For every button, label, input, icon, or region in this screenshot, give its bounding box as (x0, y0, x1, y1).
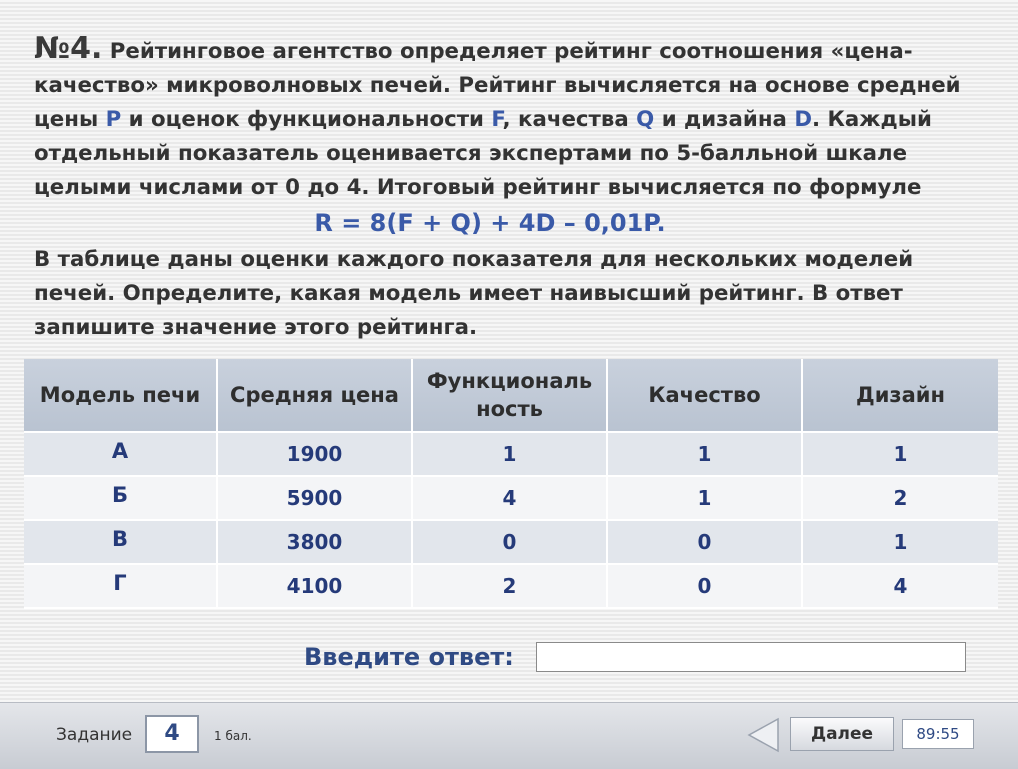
table-cell-model: В (24, 521, 218, 565)
table-cell-functionality: 4 (413, 477, 608, 521)
task-description (34, 32, 984, 345)
table-cell-model: Г (24, 565, 218, 609)
task-text-part: и оценок функциональности (121, 107, 492, 132)
table-header-row (24, 359, 998, 433)
table-cell-model: Б (24, 477, 218, 521)
column-header-price: Средняя цена (218, 359, 413, 433)
table-cell-quality: 1 (608, 477, 803, 521)
table-cell-quality: 0 (608, 521, 803, 565)
task-number-box: 4 (145, 715, 199, 753)
table-cell-quality: 1 (608, 433, 803, 477)
table-cell-design: 1 (803, 433, 998, 477)
points-label: 1 бал. (214, 729, 252, 743)
table-cell-design: 2 (803, 477, 998, 521)
task-text-part: и дизайна (654, 107, 795, 132)
back-arrow-icon[interactable] (746, 717, 780, 753)
column-header-model: Модель печи (24, 359, 218, 433)
variable-f: F (491, 107, 503, 132)
variable-d: D (794, 107, 813, 132)
task-label: Задание (56, 725, 133, 745)
table-cell-functionality: 1 (413, 433, 608, 477)
table-cell-design: 4 (803, 565, 998, 609)
task-text-part: Рейтинговое агентство определяет рейтинг соотношения «цена-качество» микроволновых печей. Рейтинг вычисляется на основе средней цены (34, 39, 961, 132)
column-header-functionality: Функциональ ность (413, 359, 608, 433)
column-header-quality: Качество (608, 359, 803, 433)
timer: 89:55 (902, 719, 974, 749)
table-row (24, 565, 998, 609)
answer-input[interactable] (536, 642, 966, 672)
table-row (24, 521, 998, 565)
column-header-design: Дизайн (803, 359, 998, 433)
variable-q: Q (636, 107, 655, 132)
table-cell-price: 3800 (218, 521, 413, 565)
answer-label: Введите ответ: (304, 643, 514, 671)
table-row (24, 477, 998, 521)
table-cell-price: 5900 (218, 477, 413, 521)
table-cell-model: А (24, 433, 218, 477)
footer-bar (0, 702, 1018, 769)
table-cell-design: 1 (803, 521, 998, 565)
rating-formula: R = 8(F + Q) + 4D – 0,01P. (314, 209, 666, 237)
table-cell-functionality: 2 (413, 565, 608, 609)
task-text-part: . Каждый отдельный показатель оценивается экспертами по 5-балльной шкале целыми числами от 0 до 4. Итоговый рейтинг вычисляется по формуле (34, 107, 932, 200)
table-cell-functionality: 0 (413, 521, 608, 565)
ratings-table (24, 359, 998, 609)
task-text-part: , качества (502, 107, 637, 132)
table-row (24, 433, 998, 477)
variable-p: P (105, 107, 122, 132)
table-cell-quality: 0 (608, 565, 803, 609)
task-number: №4. (34, 31, 103, 66)
table-cell-price: 1900 (218, 433, 413, 477)
task-question: В таблице даны оценки каждого показателя для нескольких моделей печей. Определите, какая модель имеет наивысший рейтинг. В ответ запишите значение этого рейтинга. (34, 247, 914, 340)
table-cell-price: 4100 (218, 565, 413, 609)
next-button[interactable]: Далее (790, 717, 894, 751)
